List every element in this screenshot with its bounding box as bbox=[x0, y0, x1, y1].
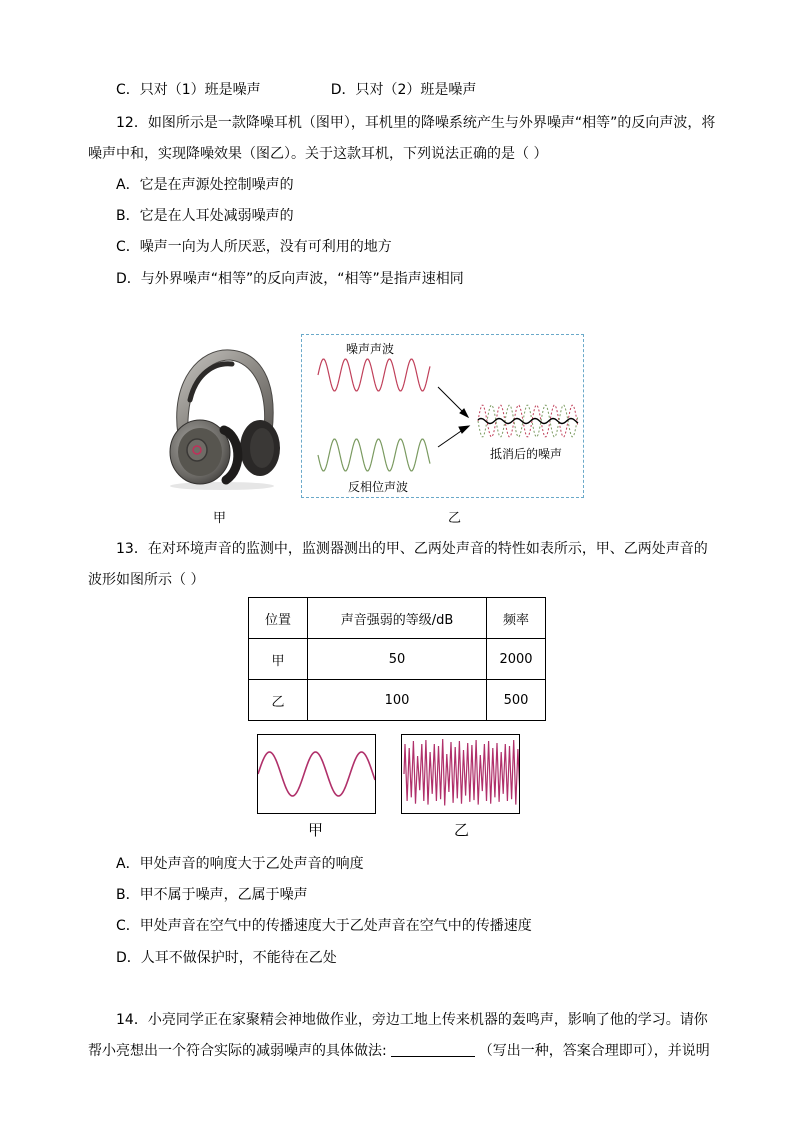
q12-option-a: A．它是在声源处控制噪声的 bbox=[116, 177, 294, 193]
table-cell: 500 bbox=[487, 680, 546, 721]
q11-options-cd bbox=[116, 80, 476, 100]
table-cell: 甲 bbox=[249, 639, 308, 680]
table-row bbox=[249, 680, 546, 721]
table-header-cell: 位置 bbox=[249, 598, 308, 639]
waveform-jia bbox=[257, 734, 376, 814]
q13-option-c: C．甲处声音在空气中的传播速度大于乙处声音在空气中的传播速度 bbox=[116, 918, 532, 934]
figure1-caption-left: 甲 bbox=[213, 511, 227, 526]
noise-cancellation-diagram bbox=[301, 334, 584, 498]
cancelled-wave bbox=[478, 405, 578, 437]
answer-blank[interactable] bbox=[391, 1042, 475, 1057]
q13-option-d: D．人耳不做保护时，不能待在乙处 bbox=[116, 950, 337, 966]
table-header-row bbox=[249, 598, 546, 639]
figure1-caption-right: 乙 bbox=[448, 511, 462, 526]
waveform-caption-yi: 乙 bbox=[454, 821, 470, 839]
noise-wave-label: 噪声声波 bbox=[346, 342, 395, 356]
table-cell: 100 bbox=[308, 680, 487, 721]
waveform-caption-jia: 甲 bbox=[308, 821, 324, 839]
q11-option-d: D．只对（2）班是噪声 bbox=[330, 82, 477, 98]
anti-phase-wave bbox=[318, 439, 430, 471]
q13-stem-line1: 13．在对环境声音的监测中，监测器测出的甲、乙两处声音的特性如表所示，甲、乙两处声音的 bbox=[116, 541, 708, 557]
q11-option-c: C．只对（1）班是噪声 bbox=[116, 82, 261, 98]
noise-wave bbox=[318, 359, 430, 391]
sound-data-table bbox=[248, 597, 546, 721]
q13-option-a: A．甲处声音的响度大于乙处声音的响度 bbox=[116, 856, 364, 872]
q13-option-b: B．甲不属于噪声，乙属于噪声 bbox=[116, 887, 308, 903]
q12-option-b: B．它是在人耳处减弱噪声的 bbox=[116, 208, 294, 224]
table-header-cell: 声音强弱的等级/dB bbox=[308, 598, 487, 639]
headphone-image bbox=[160, 340, 290, 490]
q14-stem-pre: 帮小亮想出一个符合实际的减弱噪声的具体做法: bbox=[88, 1043, 387, 1059]
q14-stem-post: （写出一种，答案合理即可），并说明 bbox=[478, 1043, 710, 1059]
q12-stem-line1: 12．如图所示是一款降噪耳机（图甲），耳机里的降噪系统产生与外界噪声“相等”的反向声波，将 bbox=[116, 115, 716, 131]
table-cell: 50 bbox=[308, 639, 487, 680]
anti-wave-label: 反相位声波 bbox=[348, 480, 409, 494]
table-header-cell: 频率 bbox=[487, 598, 546, 639]
q13-stem-line2: 波形如图所示（ ） bbox=[88, 572, 205, 588]
q14-stem-line1: 14．小亮同学正在家聚精会神地做作业，旁边工地上传来机器的轰鸣声，影响了他的学习。请你 bbox=[116, 1012, 708, 1028]
q14-stem-line2 bbox=[88, 1041, 710, 1061]
table-cell: 2000 bbox=[487, 639, 546, 680]
q12-stem-line2: 噪声中和，实现降噪效果（图乙）。关于这款耳机，下列说法正确的是（ ） bbox=[88, 146, 548, 162]
q12-option-c: C．噪声一向为人所厌恶，没有可利用的地方 bbox=[116, 239, 392, 255]
q12-option-d: D．与外界噪声“相等”的反向声波，“相等”是指声速相同 bbox=[116, 271, 464, 287]
table-cell: 乙 bbox=[249, 680, 308, 721]
table-row bbox=[249, 639, 546, 680]
arrow-icon bbox=[438, 387, 469, 447]
result-wave-label: 抵消后的噪声 bbox=[490, 447, 563, 461]
waveform-yi bbox=[401, 734, 520, 814]
